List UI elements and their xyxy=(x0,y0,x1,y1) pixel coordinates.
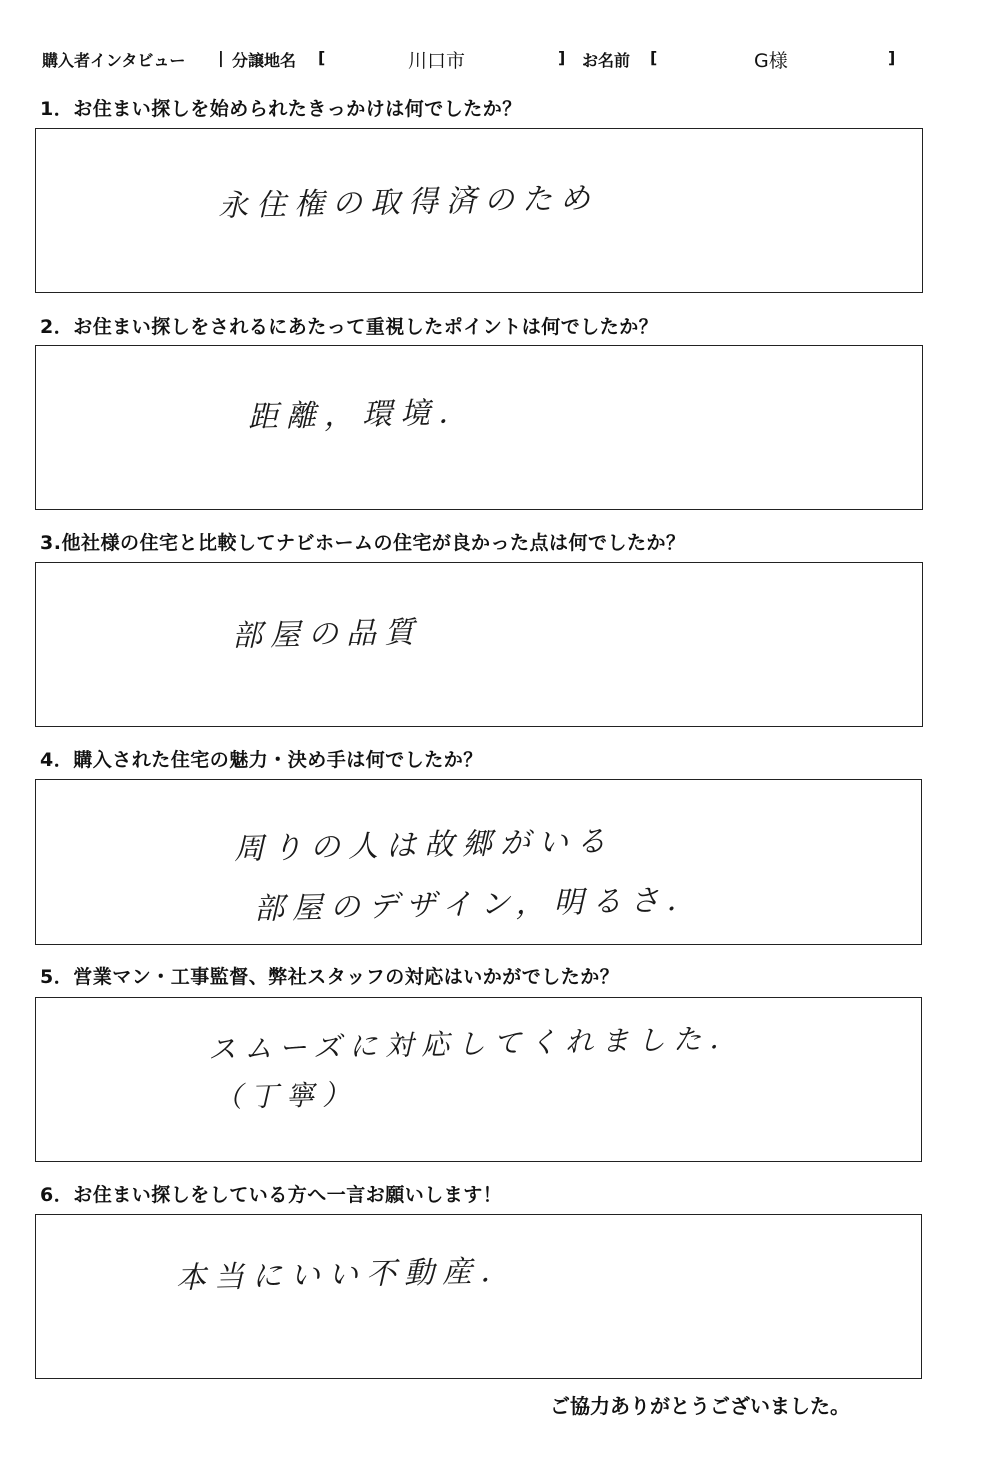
answer-6-line-1: 本当にいい不動産． xyxy=(175,1253,519,1296)
form-header xyxy=(42,44,922,74)
answer-box-4 xyxy=(35,779,922,945)
name-bracket-close: ] xyxy=(888,48,896,67)
answer-5-line-2: （丁寧） xyxy=(213,1077,359,1114)
thanks-message: ご協力ありがとうございました。 xyxy=(550,1394,850,1418)
answer-box-2 xyxy=(35,345,923,510)
name-label: お名前 xyxy=(582,51,631,70)
answer-1-line-1: 永住権の取得済のため xyxy=(217,181,599,224)
answer-4-line-2: 部屋のデザイン，明るさ． xyxy=(253,882,705,927)
area-value: 川口市 xyxy=(408,50,466,72)
area-bracket-close: ] xyxy=(558,48,566,67)
answer-5-line-1: スムーズに対応してくれました． xyxy=(207,1021,746,1066)
answer-3-line-1: 部屋の品質 xyxy=(231,615,423,654)
header-divider: | xyxy=(218,48,224,67)
question-2-label: 2．お住まい探しをされるにあたって重視したポイントは何でしたか？ xyxy=(40,316,659,338)
area-bracket-open: [ xyxy=(318,48,326,67)
area-label: 分譲地名 xyxy=(232,51,297,70)
name-value: G様 xyxy=(754,50,788,72)
name-bracket-open: [ xyxy=(650,48,658,67)
interview-label: 購入者インタビュー xyxy=(42,51,186,70)
answer-4-line-1: 周りの人は故郷がいる xyxy=(233,824,615,867)
answer-box-3 xyxy=(35,562,923,727)
answer-box-1 xyxy=(35,128,923,293)
question-3-label: 3.他社様の住宅と比較してナビホームの住宅が良かった点は何でしたか？ xyxy=(40,532,686,554)
question-6-label: 6．お住まい探しをしている方へ一言お願いします！ xyxy=(40,1184,503,1206)
answer-box-6 xyxy=(35,1214,922,1379)
answer-2-line-1: 距離，環境． xyxy=(247,395,477,435)
question-4-label: 4．購入された住宅の魅力・決め手は何でしたか？ xyxy=(40,749,483,771)
question-1-label: 1．お住まい探しを始められたきっかけは何でしたか？ xyxy=(40,98,522,120)
answer-box-5 xyxy=(35,997,922,1162)
question-5-label: 5．営業マン・工事監督、弊社スタッフの対応はいかがでしたか？ xyxy=(40,966,620,988)
